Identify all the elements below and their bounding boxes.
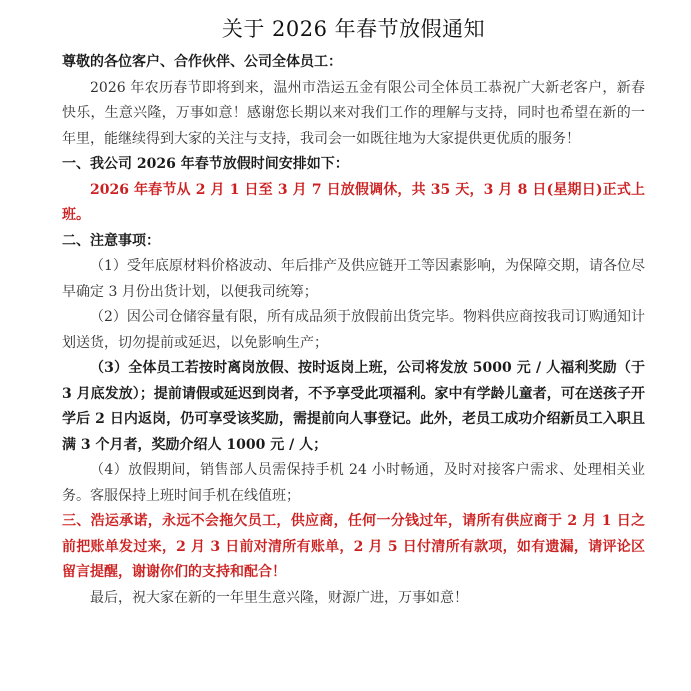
notice-item-1: （1）受年底原材料价格波动、年后排产及供应链开工等因素影响，为保障交期，请各位尽早确定 3 月份出货计划，以便我司统筹； [62, 258, 645, 300]
closing-line: 最后，祝大家在新的一年里生意兴隆，财源广进，万事如意！ [90, 589, 468, 606]
notice-item-3: （3）全体员工若按时离岗放假、按时返岗上班，公司将发放 5000 元 / 人福利奖励（于 3 月底发放）；提前请假或延迟到岗者，不予享受此项福利。家中有学龄儿童者，可在送孩子开学后 2 日内返岗，仍可享受该奖励，需提前向人事登记。此外，老员工成功介绍新员工入职且满 3 个月者，奖励介绍人 1000 元 / 人； [62, 360, 645, 453]
notice-item-4: （4）放假期间，销售部人员需保持手机 24 小时畅通，及时对接客户需求、处理相关业务。客服保持上班时间手机在线值班； [62, 462, 645, 504]
notice-item-2: （2）因公司仓储容量有限，所有成品须于放假前出货完毕。物料供应商按我司订购通知计划送货，切勿提前或延迟，以免影响生产； [62, 309, 645, 351]
intro-paragraph: 2026 年农历春节即将到来，温州市浩运五金有限公司全体员工恭祝广大新老客户，新春快乐，生意兴隆，万事如意！感谢您长期以来对我们工作的理解与支持，同时也希望在新的一年里，能继续得到大家的关注与支持，我司会一如既往地为大家提供更优质的服务！ [62, 79, 645, 147]
section2-heading: 二、注意事项： [62, 232, 160, 249]
section1-body: 2026 年春节从 2 月 1 日至 3 月 7 日放假调休，共 35 天，3 月 8 日(星期日)正式上班。 [62, 181, 645, 223]
notice-title: 关于 2026 年春节放假通知 [221, 17, 486, 41]
section1-heading: 一、我公司 2026 年春节放假时间安排如下： [62, 156, 349, 172]
section3-commitment: 三、浩运承诺，永远不会拖欠员工，供应商，任何一分钱过年，请所有供应商于 2 月 1 日之前把账单发过来，2 月 3 日前对清所有账单，2 月 5 日付清所有款项，如有遗漏，请评论区留言提醒，谢谢你们的支持和配合！ [62, 513, 645, 580]
greeting: 尊敬的各位客户、合作伙伴、公司全体员工： [62, 54, 342, 70]
